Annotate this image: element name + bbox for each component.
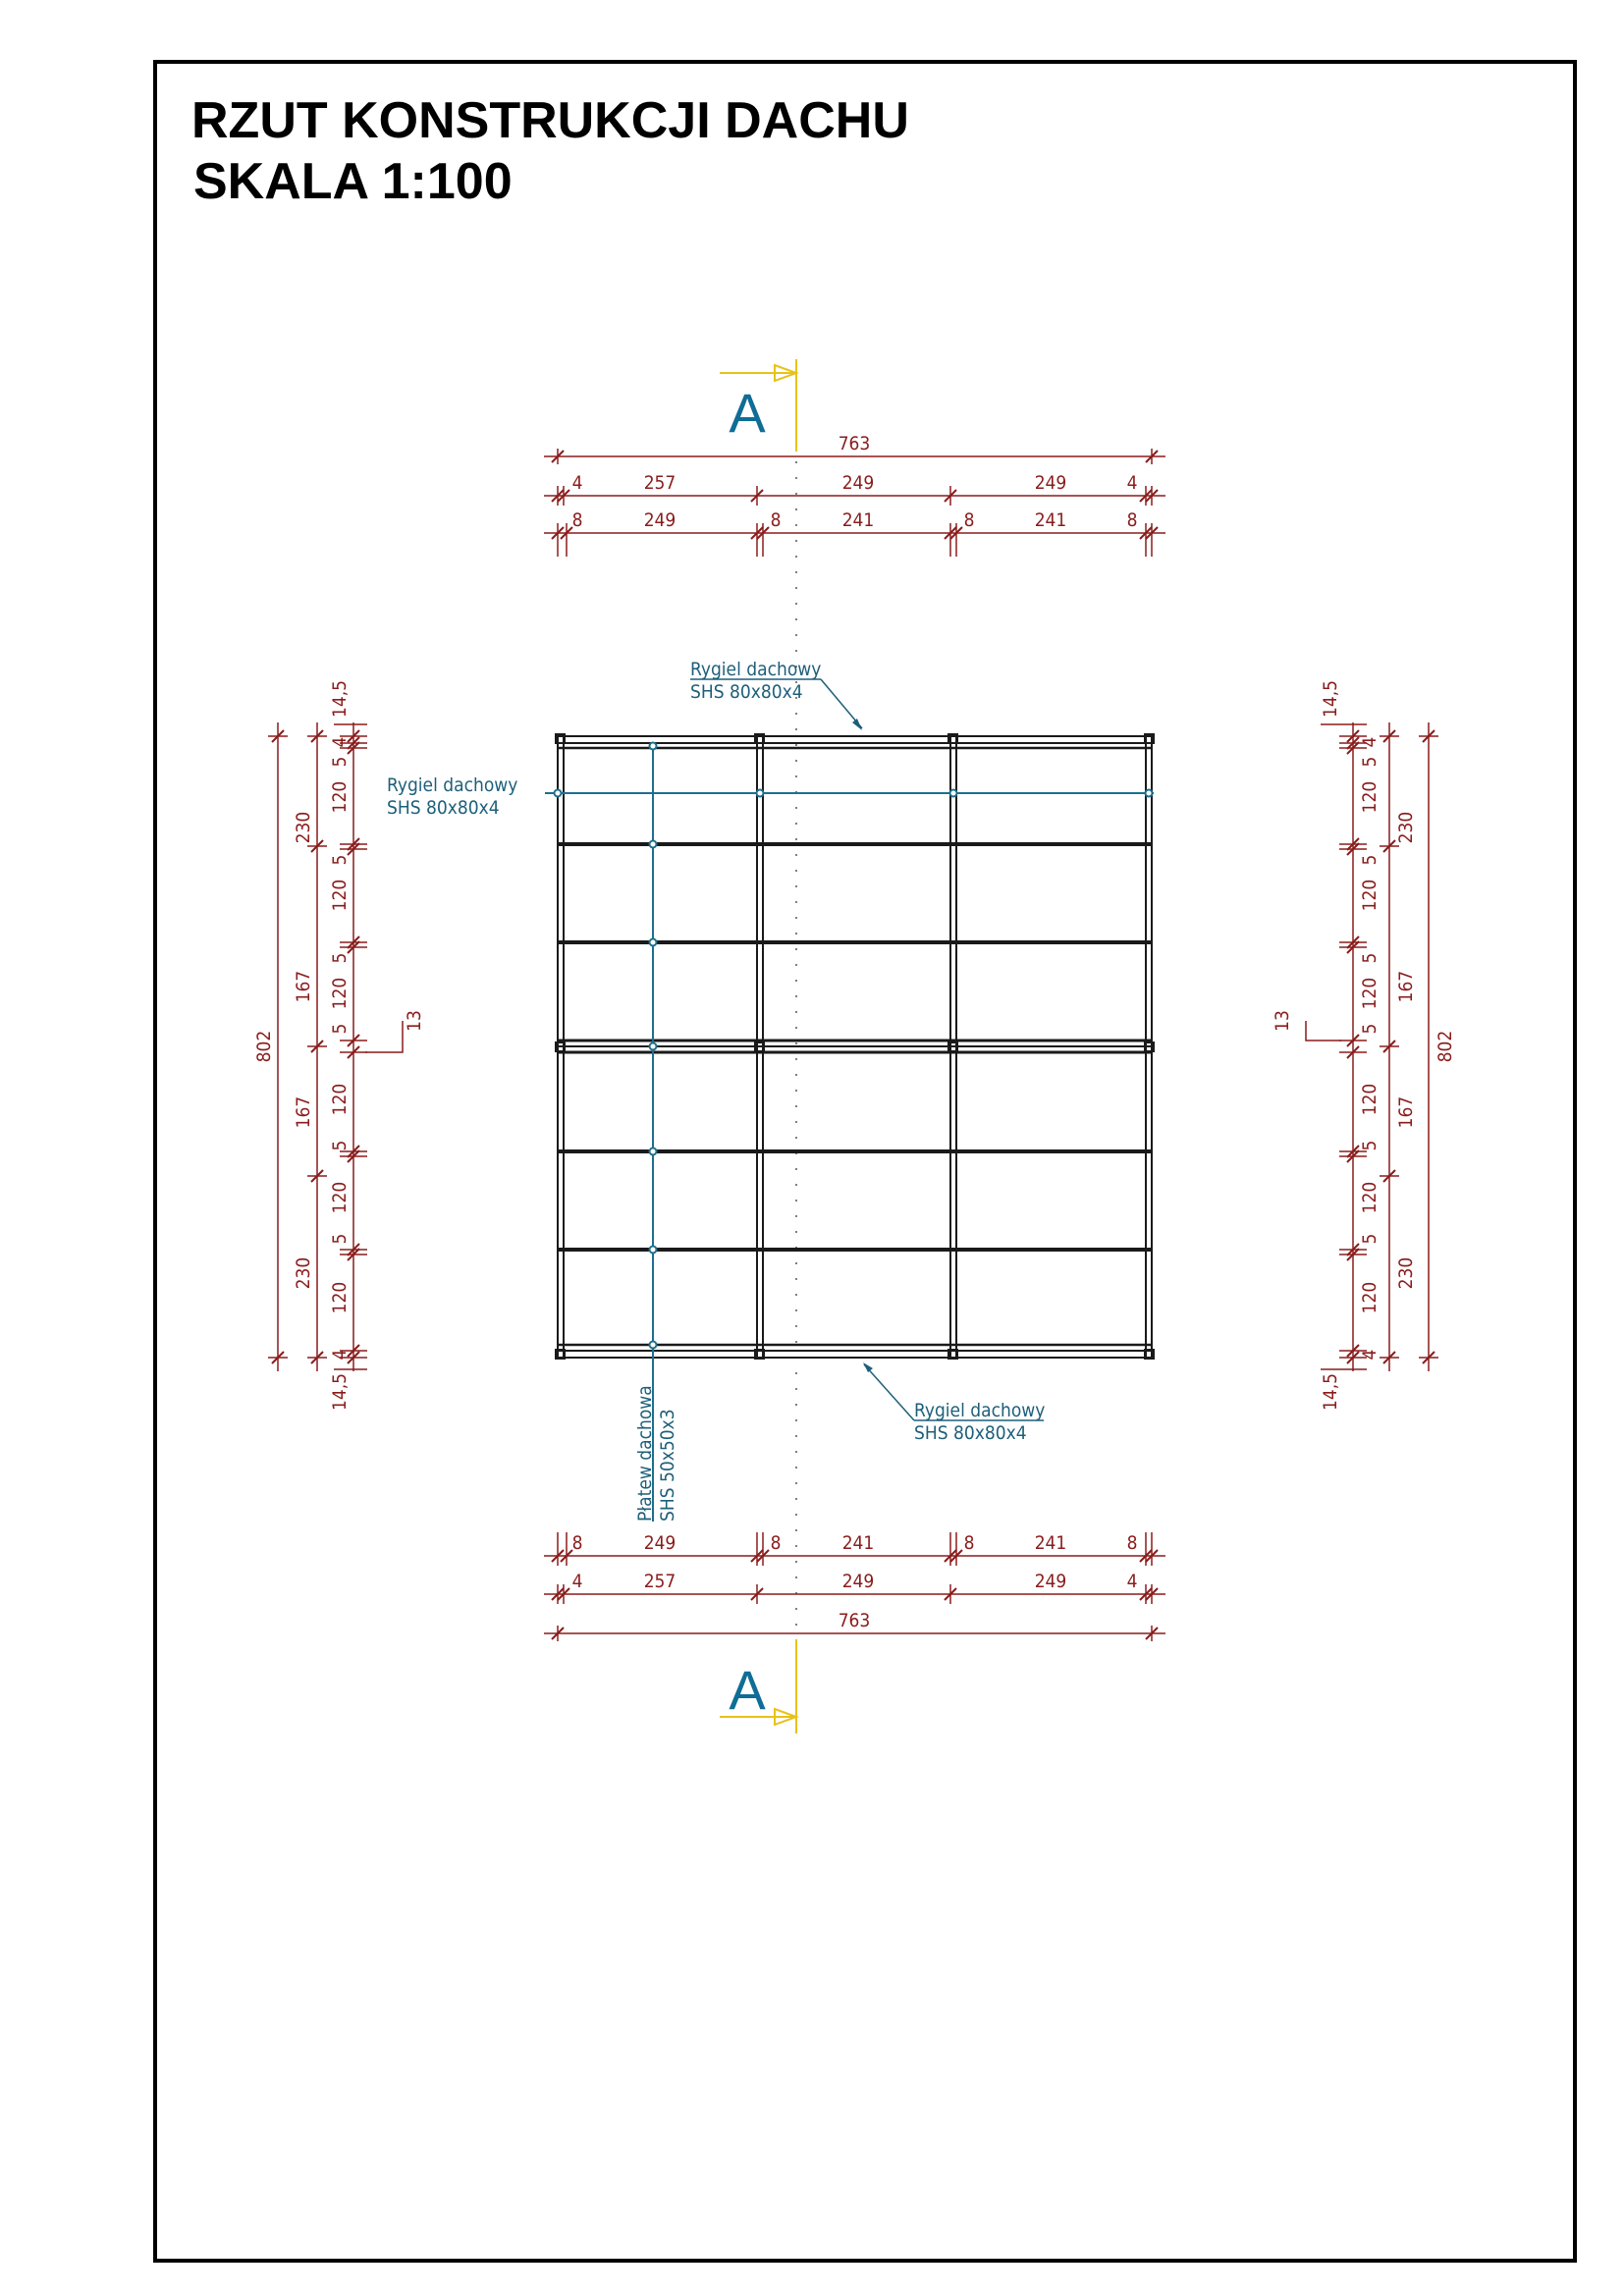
- dimension-value: 120: [1359, 1281, 1380, 1314]
- label-bottom-name: Rygiel dachowy: [914, 1400, 1046, 1421]
- dimension-chain-bottom: [544, 1532, 1165, 1641]
- dimension-value: 4: [571, 1571, 583, 1592]
- dimension-value: 120: [1359, 879, 1380, 912]
- dimension-leader: [1306, 1021, 1341, 1041]
- dimension-value: 120: [329, 1281, 351, 1314]
- dimension-value: 120: [329, 1181, 351, 1214]
- dimension-value: 241: [841, 1532, 875, 1554]
- dimension-value: 5: [329, 1023, 351, 1035]
- dimension-value: 167: [293, 970, 314, 1003]
- section-marker-top: [720, 359, 796, 452]
- dimension-value: 167: [293, 1095, 314, 1129]
- dimension-value: 5: [329, 952, 351, 964]
- dimension-leader: [365, 1021, 403, 1052]
- label-top-beam: [690, 659, 862, 730]
- label-purlin: [634, 1385, 678, 1522]
- dimension-value: 120: [1359, 780, 1380, 814]
- dimension-value: 230: [293, 1256, 314, 1290]
- dimension-value: 4: [1359, 1349, 1380, 1361]
- sheet-frame: [155, 62, 1575, 2261]
- dimension-chain-right: [1272, 680, 1456, 1411]
- dimension-value: 5: [329, 1140, 351, 1151]
- dimension-value: 241: [1034, 1532, 1067, 1554]
- dimension-value: 5: [1359, 854, 1380, 866]
- dimension-value: 241: [841, 509, 875, 531]
- dimension-value: 8: [571, 1532, 583, 1554]
- dimension-value: 120: [329, 1083, 351, 1116]
- dimension-value: 249: [643, 509, 677, 531]
- dimension-value: 763: [838, 1610, 871, 1631]
- dimension-value: 5: [1359, 756, 1380, 768]
- dimension-value: 120: [1359, 1083, 1380, 1116]
- dimension-value: 8: [770, 509, 782, 531]
- section-marker-bottom: [720, 1639, 796, 1734]
- dimension-value: 5: [329, 1233, 351, 1245]
- dimension-value: 167: [1395, 1095, 1417, 1129]
- dimension-value: 14,5: [1320, 1372, 1341, 1412]
- dimension-value: 249: [1034, 1571, 1067, 1592]
- dimension-value: 230: [293, 811, 314, 844]
- dimension-value: 4: [329, 736, 351, 748]
- dimension-value: 763: [838, 433, 871, 454]
- dimension-value: 14,5: [329, 679, 351, 719]
- label-left-beam: [387, 774, 517, 819]
- dimension-value: 8: [1126, 509, 1138, 531]
- label-purlin-profile: SHS 50x50x3: [657, 1409, 678, 1522]
- dimension-value: 120: [1359, 1181, 1380, 1214]
- dimension-value: 249: [1034, 472, 1067, 494]
- dimension-value: 5: [329, 756, 351, 768]
- dimension-value: 230: [1395, 1256, 1417, 1290]
- dimension-value: 241: [1034, 509, 1067, 531]
- dimension-value: 8: [770, 1532, 782, 1554]
- dimension-value: 4: [1126, 1571, 1138, 1592]
- dimension-value: 120: [329, 977, 351, 1010]
- label-bottom-profile: SHS 80x80x4: [914, 1422, 1027, 1444]
- label-top-name: Rygiel dachowy: [690, 659, 822, 680]
- dimension-value: 8: [963, 509, 975, 531]
- dimension-value: 5: [1359, 1140, 1380, 1151]
- drawing-title: RZUT KONSTRUKCJI DACHU: [191, 92, 909, 149]
- dimension-value: 120: [329, 879, 351, 912]
- dimension-chain-top: [544, 433, 1165, 557]
- dimension-value: 4: [1126, 472, 1138, 494]
- section-label-bottom: A: [729, 1659, 766, 1721]
- drawing-scale: SKALA 1:100: [193, 153, 513, 210]
- dimension-value: 8: [963, 1532, 975, 1554]
- dimension-value: 802: [253, 1030, 275, 1063]
- label-bottom-beam: [863, 1362, 1045, 1444]
- dimension-value: 4: [1359, 736, 1380, 748]
- dimension-value: 5: [1359, 1233, 1380, 1245]
- dimension-value: 5: [329, 854, 351, 866]
- dimension-value: 249: [643, 1532, 677, 1554]
- dimension-value: 249: [841, 1571, 875, 1592]
- dimension-value: 8: [571, 509, 583, 531]
- dimension-value: 5: [1359, 1023, 1380, 1035]
- dimension-value: 13: [1272, 1010, 1293, 1032]
- dimension-value: 13: [404, 1010, 425, 1032]
- dimension-value: 230: [1395, 811, 1417, 844]
- dimension-value: 257: [643, 1571, 677, 1592]
- dimension-value: 5: [1359, 952, 1380, 964]
- dimension-value: 120: [329, 780, 351, 814]
- dimension-value: 4: [329, 1349, 351, 1361]
- dimension-value: 120: [1359, 977, 1380, 1010]
- dimension-value: 8: [1126, 1532, 1138, 1554]
- roof-structure: [556, 734, 1154, 1360]
- dimension-value: 4: [571, 472, 583, 494]
- dimension-value: 249: [841, 472, 875, 494]
- dimension-value: 14,5: [329, 1372, 351, 1412]
- label-left-profile: SHS 80x80x4: [387, 797, 500, 819]
- label-purlin-name: Płatew dachowa: [634, 1385, 656, 1522]
- label-top-profile: SHS 80x80x4: [690, 681, 803, 703]
- label-left-name: Rygiel dachowy: [387, 774, 518, 796]
- dimension-value: 167: [1395, 970, 1417, 1003]
- section-label-top: A: [729, 382, 766, 444]
- dimension-value: 14,5: [1320, 679, 1341, 719]
- dimension-value: 257: [643, 472, 677, 494]
- dimension-value: 802: [1435, 1030, 1456, 1063]
